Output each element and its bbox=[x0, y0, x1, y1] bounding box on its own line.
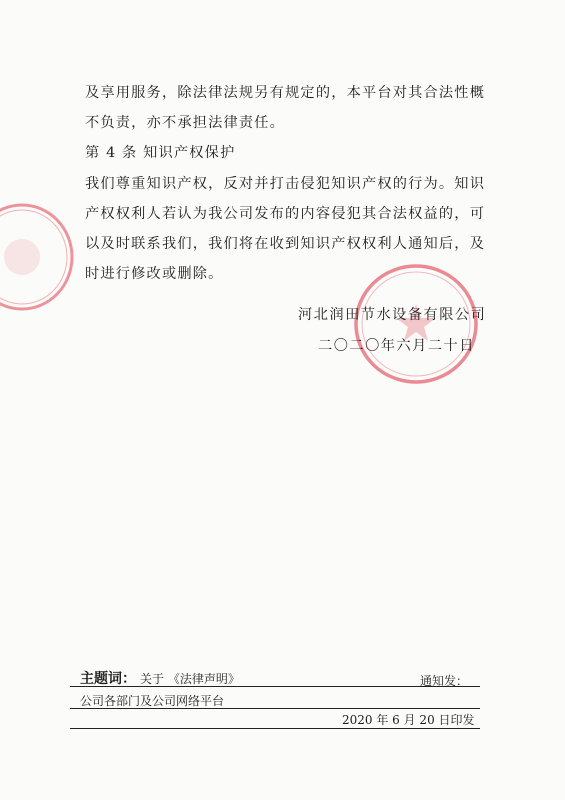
body-line-2: 不负责，亦不承担法律责任。 bbox=[85, 115, 286, 131]
left-company-seal bbox=[0, 198, 78, 316]
body-line-4: 产权权利人若认为我公司发布的内容侵犯其合法权益的，可 bbox=[85, 206, 486, 222]
body-line-1: 及享用服务，除法律法规另有规定的，本平台对其合法性概 bbox=[85, 85, 486, 101]
subject-value: 关于 《法律声明》 bbox=[140, 672, 240, 686]
body-line-3: 我们尊重知识产权，反对并打击侵犯知识产权的行为。知识 bbox=[85, 176, 486, 192]
footer-middle-rule bbox=[70, 708, 480, 709]
subject-label: 主题词： bbox=[80, 671, 136, 687]
footer-bottom-rule bbox=[70, 728, 480, 729]
print-date: 2020 年 6 月 20 日印发 bbox=[342, 713, 475, 727]
section-heading: 第 4 条 知识产权保护 bbox=[85, 145, 236, 161]
body-line-5: 以及时联系我们，我们将在收到知识产权权利人通知后，及 bbox=[85, 236, 486, 252]
body-line-6: 时进行修改或删除。 bbox=[85, 266, 224, 282]
recipients: 公司各部门及公司网络平台 bbox=[80, 694, 225, 708]
signature-company: 河北润田节水设备有限公司 bbox=[298, 307, 487, 323]
notify-label: 通知发： bbox=[420, 674, 469, 688]
company-seal bbox=[350, 260, 482, 388]
signature-date: 二〇二〇年六月二十日 bbox=[318, 338, 475, 354]
